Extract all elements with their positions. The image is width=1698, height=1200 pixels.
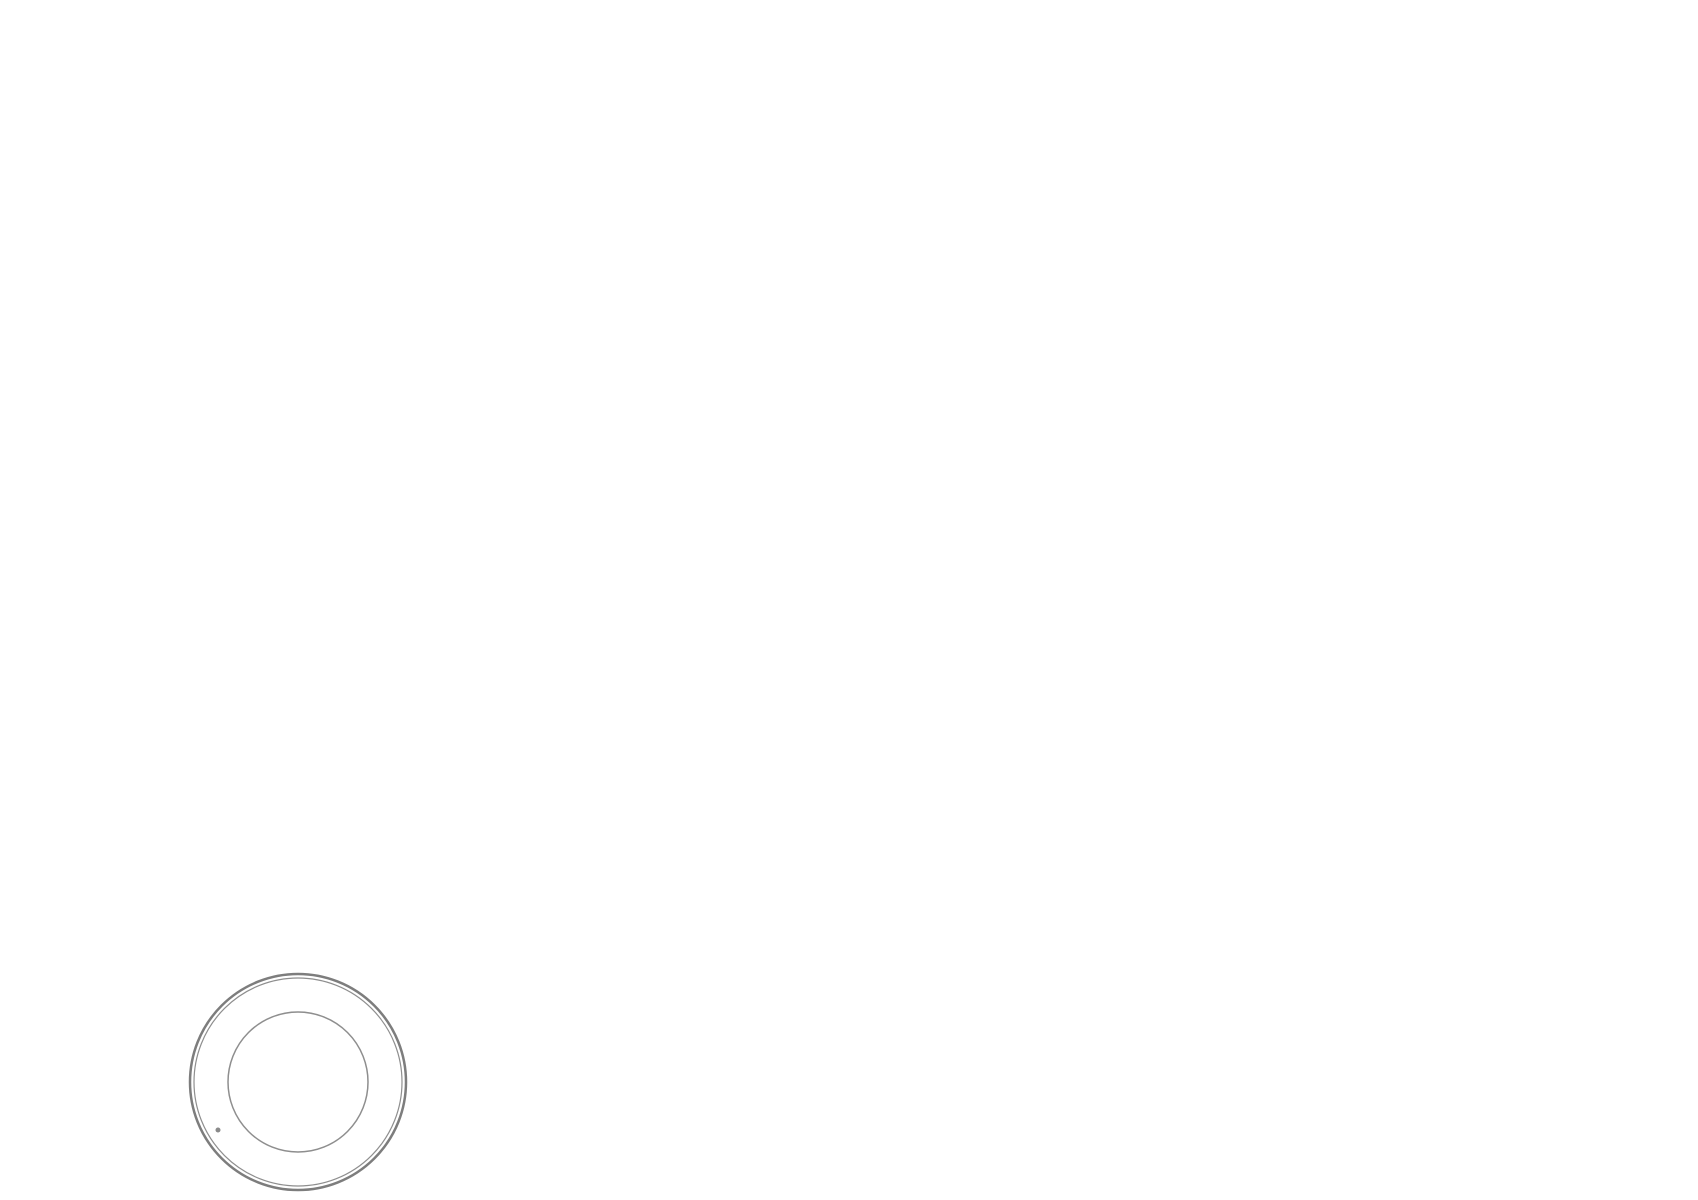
stamp-star (216, 1128, 221, 1133)
stamp-outer-ring-inner (194, 978, 402, 1186)
stamp-outer-ring (190, 974, 406, 1190)
stamp-inner-ring (228, 1012, 368, 1152)
official-stamp (186, 970, 410, 1194)
